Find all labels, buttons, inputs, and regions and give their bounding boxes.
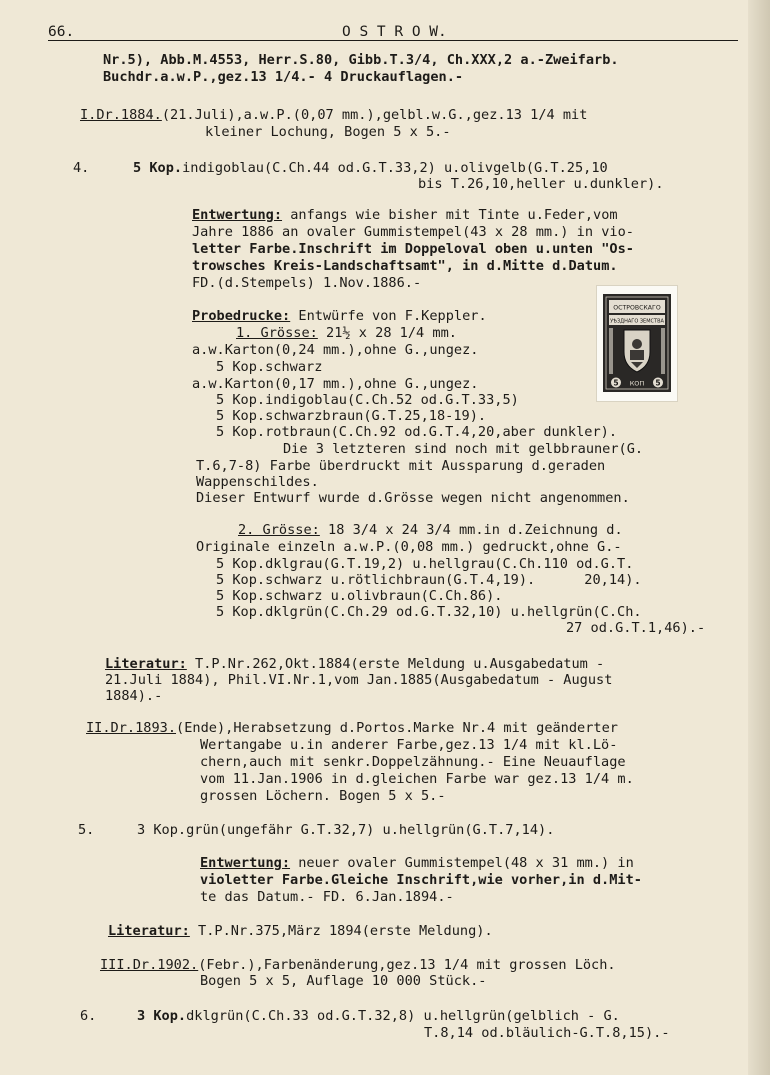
issue-heading: I.Dr.1884. [80, 107, 162, 123]
stamp-value-left: 5 [613, 378, 619, 388]
item-number: 6. [80, 1008, 97, 1024]
text-line: violetter Farbe.Gleiche Inschrift,wie vorher,in d.Mit- [200, 872, 642, 888]
text-line: kleiner Lochung, Bogen 5 x 5.- [205, 124, 451, 140]
text-line: 5 Kop.schwarz u.olivbraun(C.Ch.86). [216, 588, 503, 604]
page-number: 66. [48, 24, 75, 40]
stamp-mid-text: УѢЗДНАГО ЗЕМСТВА [610, 318, 664, 325]
text-line: 5 Kop.schwarz u.rötlichbraun(G.T.4,19). 20,14). [216, 572, 642, 588]
text-line: 5 Kop.dklgrün(C.Ch.29 od.G.T.32,10) u.hellgrün(C.Ch. [216, 604, 642, 620]
section-text: T.P.Nr.262,Okt.1884(erste Meldung u.Ausgabedatum - [186, 656, 605, 672]
page-edge [748, 0, 770, 1075]
text-line: 5 Kop.rotbraun(C.Ch.92 od.G.T.4,20,aber dunkler). [216, 424, 618, 440]
value-label: 3 Kop. [137, 1008, 187, 1024]
text-line [137, 1008, 620, 1025]
text-line: 27 od.G.T.1,46).- [566, 620, 706, 636]
text-line [80, 107, 587, 124]
text-line [192, 308, 487, 325]
item-number: 4. [73, 160, 90, 176]
text-line: a.w.Karton(0,24 mm.),ohne G.,ungez. [192, 342, 479, 358]
section-text: anfangs wie bisher mit Tinte u.Feder,vom [282, 207, 618, 223]
stamp-value-right: 5 [655, 378, 661, 388]
section-text: T.P.Nr.375,März 1894(erste Meldung). [189, 923, 493, 939]
header-rule [48, 40, 738, 41]
text-line: FD.(d.Stempels) 1.Nov.1886.- [192, 275, 422, 291]
text-line: a.w.Karton(0,17 mm.),ohne G.,ungez. [192, 376, 479, 392]
item-number: 5. [78, 822, 95, 838]
issue-detail: (21.Juli),a.w.P.(0,07 mm.),gelbl.w.G.,gez.13 1/4 mit [161, 107, 588, 123]
text-line [200, 855, 634, 872]
text-line [236, 325, 457, 342]
stamp-image [596, 285, 678, 402]
text-line [192, 207, 618, 224]
text-line: grossen Löchern. Bogen 5 x 5.- [200, 788, 446, 804]
section-label: Entwertung: [200, 855, 291, 871]
text-line: Buchdr.a.w.P.,gez.13 1/4.- 4 Druckauflagen.- [103, 69, 464, 85]
text-line: 21.Juli 1884), Phil.VI.Nr.1,vom Jan.1885(Ausgabedatum - August [105, 672, 613, 688]
text-line: bis T.26,10,heller u.dunkler). [418, 176, 664, 192]
text-line [133, 160, 608, 177]
text-line: Wertangabe u.in anderer Farbe,gez.13 1/4 mit kl.Lö- [200, 737, 618, 753]
text-line: Nr.5), Abb.M.4553, Herr.S.80, Gibb.T.3/4, Ch.XXX,2 a.-Zweifarb. [103, 52, 619, 68]
section-label: Entwertung: [192, 207, 283, 223]
color-description: dklgrün(C.Ch.33 od.G.T.32,8) u.hellgrün(gelblich - G. [186, 1008, 620, 1024]
text-line: 5 Kop.indigoblau(C.Ch.52 od.G.T.33,5) [216, 392, 519, 408]
text-line: 1884).- [105, 688, 163, 704]
text-line: letter Farbe.Inschrift im Doppeloval oben u.unten "Os- [192, 241, 634, 257]
text-line: 5 Kop.schwarzbraun(G.T.25,18-19). [216, 408, 487, 424]
section-text: Entwürfe von F.Keppler. [290, 308, 487, 324]
text-line [86, 720, 618, 737]
text-line: Bogen 5 x 5, Auflage 10 000 Stück.- [200, 973, 487, 989]
size-label: 2. Grösse: [238, 522, 320, 538]
issue-heading: II.Dr.1893. [86, 720, 177, 736]
section-label: Literatur: [108, 923, 190, 939]
section-text: neuer ovaler Gummistempel(48 x 31 mm.) in [290, 855, 634, 871]
text-line [100, 957, 616, 974]
color-description: indigoblau(C.Ch.44 od.G.T.33,2) u.olivgelb(G.T.25,10 [182, 160, 608, 176]
value-label: 5 Kop. [133, 160, 183, 176]
text-line [108, 923, 493, 940]
text-line: trowsches Kreis-Landschaftsamt", in d.Mitte d.Datum. [192, 258, 618, 274]
text-line: Wappenschildes. [196, 474, 319, 490]
text-line: chern,auch mit senkr.Doppelzähnung.- Eine Neuauflage [200, 754, 626, 770]
issue-detail: (Febr.),Farbenänderung,gez.13 1/4 mit grossen Löch. [198, 957, 616, 973]
text-line [238, 522, 623, 539]
text-line: T.6,7-8) Farbe überdruckt mit Aussparung d.geraden [196, 458, 606, 474]
section-label: Literatur: [105, 656, 187, 672]
size-label: 1. Grösse: [236, 325, 318, 341]
text-line: te das Datum.- FD. 6.Jan.1894.- [200, 889, 454, 905]
text-line: Originale einzeln a.w.P.(0,08 mm.) gedruckt,ohne G.- [196, 539, 622, 555]
text-line: vom 11.Jan.1906 in d.gleichen Farbe war gez.13 1/4 m. [200, 771, 634, 787]
text-line: Jahre 1886 an ovaler Gummistempel(43 x 28 mm.) in vio- [192, 224, 634, 240]
text-line [105, 656, 604, 673]
text-line: 5 Kop.schwarz [216, 359, 323, 375]
issue-heading: III.Dr.1902. [100, 957, 199, 973]
text-line: T.8,14 od.bläulich-G.T.8,15).- [424, 1025, 670, 1041]
text-line: 3 Kop.grün(ungefähr G.T.32,7) u.hellgrün(G.T.7,14). [137, 822, 555, 838]
issue-detail: (Ende),Herabsetzung d.Portos.Marke Nr.4 mit geänderter [176, 720, 618, 736]
size-value: 21½ x 28 1/4 mm. [317, 325, 457, 341]
size-value: 18 3/4 x 24 3/4 mm.in d.Zeichnung d. [319, 522, 623, 538]
page-title: O S T R O W. [342, 24, 447, 40]
text-line: 5 Kop.dklgrau(G.T.19,2) u.hellgrau(C.Ch.110 od.G.T. [216, 556, 634, 572]
stamp-top-text: ОСТРОВСКАГО [613, 304, 661, 312]
stamp-value-unit: КОП [629, 379, 645, 388]
section-label: Probedrucke: [192, 308, 291, 324]
text-line: Die 3 letzteren sind noch mit gelbbrauner(G. [283, 441, 644, 457]
text-line: Dieser Entwurf wurde d.Grösse wegen nicht angenommen. [196, 490, 630, 506]
